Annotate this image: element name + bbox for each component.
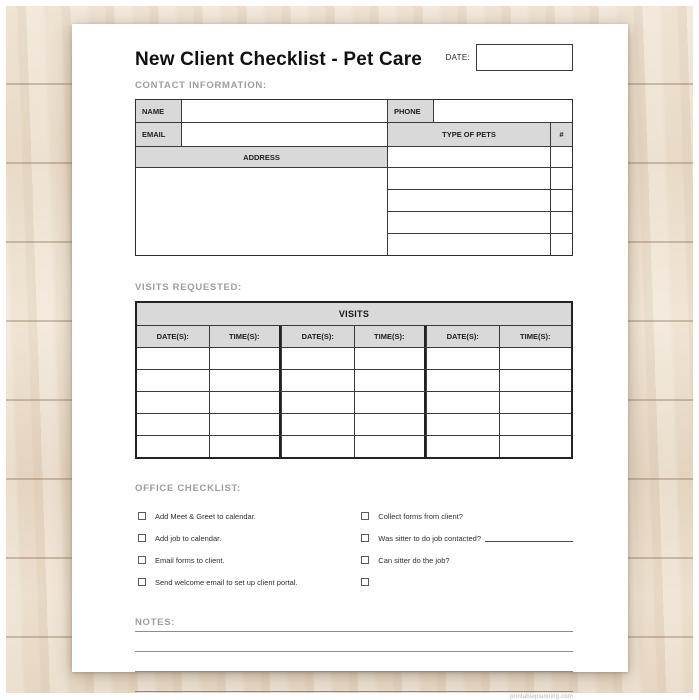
date-input-box[interactable] [476, 44, 573, 71]
name-label: NAME [136, 100, 181, 122]
email-input-cell[interactable] [182, 123, 387, 146]
checklist-item-label: Collect forms from client? [378, 511, 463, 521]
email-label: EMAIL [136, 123, 181, 146]
visits-col-header: DATE(S): [282, 326, 354, 347]
visit-input-cell[interactable] [355, 436, 427, 457]
date-area [446, 44, 573, 71]
visit-input-cell[interactable] [137, 436, 209, 457]
checkbox[interactable] [361, 556, 369, 564]
date-label: DATE: [445, 53, 470, 62]
pet-type-input-cell[interactable] [388, 168, 550, 189]
checklist-right-column [361, 505, 573, 593]
visit-input-cell[interactable] [210, 414, 282, 435]
visit-input-cell[interactable] [137, 370, 209, 391]
contact-table [135, 99, 573, 256]
visits-col-header: DATE(S): [137, 326, 209, 347]
checkbox[interactable] [138, 534, 146, 542]
checklist-item-label: Can sitter do the job? [378, 555, 450, 565]
visit-input-cell[interactable] [282, 370, 354, 391]
checkbox[interactable] [138, 578, 146, 586]
visit-input-cell[interactable] [355, 370, 427, 391]
visit-input-cell[interactable] [210, 348, 282, 369]
visit-input-cell[interactable] [282, 348, 354, 369]
pet-count-input-cell[interactable] [551, 168, 572, 189]
pet-type-input-cell[interactable] [388, 212, 550, 233]
checklist-item-label: Add Meet & Greet to calendar. [155, 511, 256, 521]
visit-input-cell[interactable] [427, 436, 499, 457]
checklist-left-column [138, 505, 361, 593]
form-title: New Client Checklist - Pet Care [135, 49, 423, 70]
notes-line[interactable] [135, 652, 573, 672]
checklist-item [361, 549, 573, 571]
fill-in-line[interactable] [485, 534, 573, 542]
visit-input-cell[interactable] [137, 348, 209, 369]
visit-input-cell[interactable] [427, 414, 499, 435]
visit-input-cell[interactable] [137, 392, 209, 413]
visit-input-cell[interactable] [282, 414, 354, 435]
visits-col-header: DATE(S): [427, 326, 499, 347]
visit-input-cell[interactable] [282, 392, 354, 413]
visit-input-cell[interactable] [282, 436, 354, 457]
pet-type-input-cell[interactable] [388, 234, 550, 255]
visit-input-cell[interactable] [427, 348, 499, 369]
type-of-pets-header: TYPE OF PETS [388, 123, 550, 146]
office-section-heading: OFFICE CHECKLIST: [135, 483, 241, 494]
visit-input-cell[interactable] [355, 392, 427, 413]
visits-col-header: TIME(S): [355, 326, 427, 347]
notes-line[interactable] [135, 632, 573, 652]
checkbox[interactable] [138, 512, 146, 520]
pet-type-input-cell[interactable] [388, 147, 550, 167]
pet-count-input-cell[interactable] [551, 147, 572, 167]
phone-label: PHONE [388, 100, 433, 122]
visit-input-cell[interactable] [355, 348, 427, 369]
visit-input-cell[interactable] [500, 392, 572, 413]
watermark-text: printableplanning.com [510, 694, 573, 700]
notes-area [135, 628, 573, 692]
checkbox[interactable] [361, 512, 369, 520]
checklist-item-label: Add job to calendar. [155, 533, 222, 543]
checklist-item [138, 549, 361, 571]
checklist-item [361, 505, 573, 527]
checkbox[interactable] [361, 578, 369, 586]
visit-input-cell[interactable] [355, 414, 427, 435]
pet-count-input-cell[interactable] [551, 234, 572, 255]
visit-input-cell[interactable] [210, 370, 282, 391]
address-input-cell[interactable] [136, 168, 387, 255]
address-header: ADDRESS [136, 147, 387, 167]
checklist-item [361, 527, 573, 549]
form-header [135, 44, 573, 71]
checkbox[interactable] [138, 556, 146, 564]
checklist-item [138, 571, 361, 593]
form-paper [72, 24, 628, 700]
notes-section-heading: NOTES: [135, 617, 176, 628]
visit-input-cell[interactable] [427, 392, 499, 413]
pet-count-input-cell[interactable] [551, 190, 572, 211]
contact-section-heading: CONTACT INFORMATION: [135, 80, 267, 91]
checklist-item [361, 571, 573, 593]
wood-background [6, 6, 693, 700]
name-input-cell[interactable] [182, 100, 387, 122]
checklist-item-label: Send welcome email to set up client portal. [155, 577, 298, 587]
visits-table-title: VISITS [137, 303, 571, 325]
visit-input-cell[interactable] [500, 348, 572, 369]
visits-col-header: TIME(S): [210, 326, 282, 347]
notes-line[interactable] [135, 672, 573, 692]
visit-input-cell[interactable] [137, 414, 209, 435]
visits-table [135, 301, 573, 459]
checklist-item [138, 527, 361, 549]
checklist-item [138, 505, 361, 527]
phone-input-cell[interactable] [434, 100, 572, 122]
visits-section-heading: VISITS REQUESTED: [135, 282, 242, 293]
checkbox[interactable] [361, 534, 369, 542]
pet-count-header: # [551, 123, 572, 146]
checklist-item-label: Email forms to client. [155, 555, 225, 565]
office-checklist [138, 505, 573, 593]
checklist-item-label: Was sitter to do job contacted? [378, 533, 481, 543]
visit-input-cell[interactable] [500, 436, 572, 457]
visit-input-cell[interactable] [210, 392, 282, 413]
visit-input-cell[interactable] [210, 436, 282, 457]
pet-type-input-cell[interactable] [388, 190, 550, 211]
visits-col-header: TIME(S): [500, 326, 572, 347]
visit-input-cell[interactable] [427, 370, 499, 391]
pet-count-input-cell[interactable] [551, 212, 572, 233]
visit-input-cell[interactable] [500, 414, 572, 435]
visit-input-cell[interactable] [500, 370, 572, 391]
